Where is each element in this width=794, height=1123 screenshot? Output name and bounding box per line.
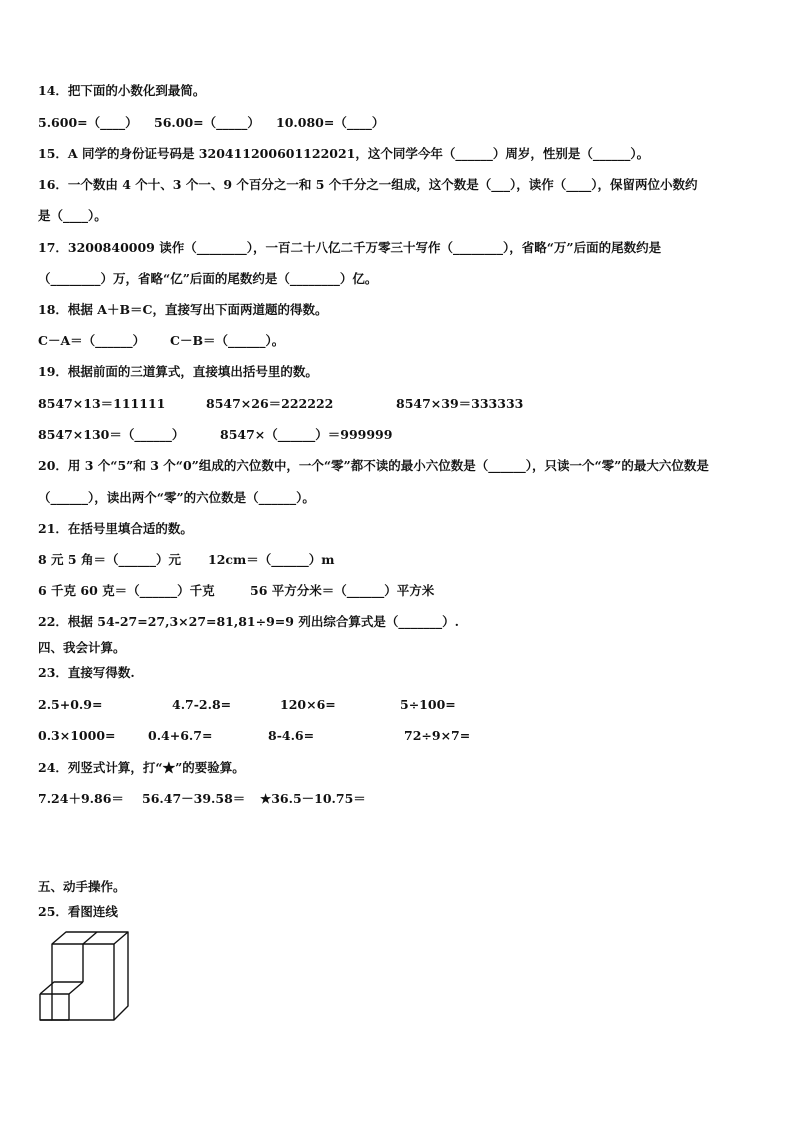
q20-line2: （______），读出两个“零”的六位数是（______）。 <box>38 490 315 505</box>
q19-eq-2: 8547×26＝222222 <box>206 396 334 411</box>
q23-expr-3: 120×6= <box>280 697 336 712</box>
q19-blank-1: 8547×130＝（______） <box>38 427 185 442</box>
q24-item-2: 56.47－39.58＝ <box>142 791 246 806</box>
q23-title: 23．直接写得数. <box>38 665 135 680</box>
q17-line2: （________）万，省略“亿”后面的尾数约是（________）亿。 <box>38 271 378 286</box>
q15: 15．A 同学的身份证号码是 320411200601122021，这个同学今年（______）周岁，性别是（______）。 <box>38 146 650 161</box>
q22: 22．根据 54-27=27,3×27=81,81÷9=9 列出综合算式是（_______）. <box>38 614 459 629</box>
q20-line1: 20．用 3 个“5”和 3 个“0”组成的六位数中，一个“零”都不读的最小六位数是（______），只读一个“零”的最大六位数是 <box>38 458 709 473</box>
top-divider <box>83 932 97 944</box>
q23-expr-4: 5÷100= <box>400 697 456 712</box>
q18-item-1: C－A＝（______） <box>38 333 146 348</box>
q19-blank-2: 8547×（______）＝999999 <box>220 427 393 442</box>
cube-stack-figure <box>36 928 136 1032</box>
q23-expr-5: 0.3×1000= <box>38 728 116 743</box>
q24-item-1: 7.24＋9.86＝ <box>38 791 124 806</box>
q21-item-3: 6 千克 60 克＝（______）千克 <box>38 583 215 598</box>
q25-title: 25．看图连线 <box>38 904 118 919</box>
figure-outline <box>52 932 128 1020</box>
q14-item-1: 5.600=（____） <box>38 115 138 130</box>
q17-line1: 17．3200840009 读作（________），一百二十八亿二千万零三十写作（________），省略“万”后面的尾数约是 <box>38 240 662 255</box>
q18-item-2: C－B＝（______）。 <box>170 333 285 348</box>
q24-title: 24．列竖式计算，打“★”的要验算。 <box>38 760 245 775</box>
q21-item-4: 56 平方分米＝（______）平方米 <box>250 583 435 598</box>
q14-title: 14．把下面的小数化到最简。 <box>38 83 206 98</box>
q18-title: 18．根据 A＋B＝C，直接写出下面两道题的得数。 <box>38 302 328 317</box>
q24-item-3: ★36.5－10.75＝ <box>260 791 366 806</box>
section-4-heading: 四、我会计算。 <box>38 640 126 655</box>
q19-eq-1: 8547×13＝111111 <box>38 396 166 411</box>
q21-item-1: 8 元 5 角＝（______）元 <box>38 552 181 567</box>
q23-expr-7: 8-4.6= <box>268 728 315 743</box>
q23-expr-1: 2.5+0.9= <box>38 697 103 712</box>
q14-item-2: 56.00=（_____） <box>154 115 260 130</box>
q14-item-3: 10.080=（____） <box>276 115 385 130</box>
q16-line1: 16．一个数由 4 个十、3 个一、9 个百分之一和 5 个千分之一组成，这个数是（___），读作（____），保留两位小数约 <box>38 177 698 192</box>
q23-expr-2: 4.7-2.8= <box>172 697 232 712</box>
q23-expr-8: 72÷9×7= <box>404 728 471 743</box>
q21-item-2: 12cm＝（______）m <box>208 552 335 567</box>
q19-eq-3: 8547×39＝333333 <box>396 396 524 411</box>
lower-cube-front-left <box>40 994 52 1020</box>
q23-expr-6: 0.4+6.7= <box>148 728 213 743</box>
section-5-heading: 五、动手操作。 <box>38 879 126 894</box>
q19-title: 19．根据前面的三道算式，直接填出括号里的数。 <box>38 364 318 379</box>
q16-line2: 是（____）。 <box>38 208 107 223</box>
q21-title: 21．在括号里填合适的数。 <box>38 521 193 536</box>
